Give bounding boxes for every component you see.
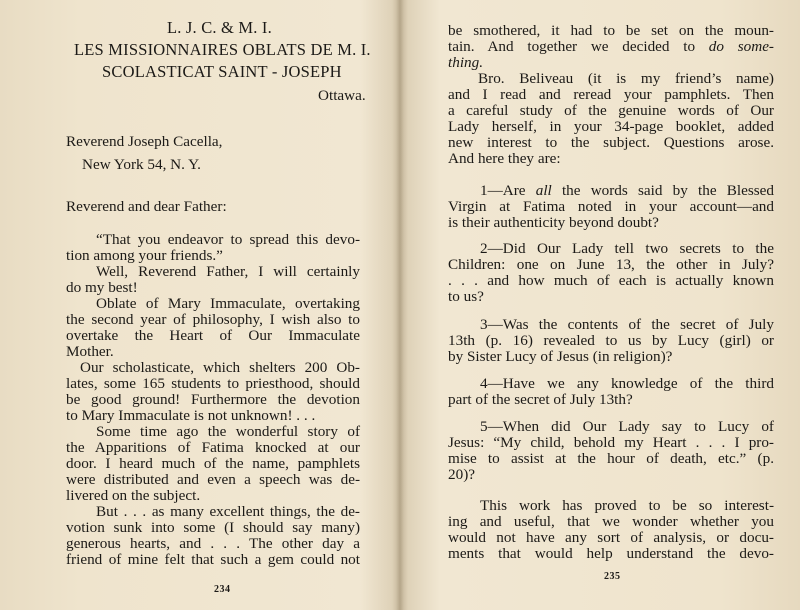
intro-line: And here they are:: [448, 150, 561, 167]
intro-line: new interest to the subject. Questions arose.: [448, 134, 774, 151]
body-line: friend of mine felt that such a gem could not: [66, 551, 360, 568]
body-line: lates, some 165 students to priesthood, should: [66, 375, 360, 392]
right-page: [400, 0, 800, 610]
body-line: overtake the Heart of Our Immaculate: [66, 327, 360, 344]
address-name: Reverend Joseph Cacella,: [66, 133, 223, 150]
question-5: 20)?: [448, 466, 475, 483]
body-line: Well, Reverend Father, I will certainly: [96, 263, 360, 280]
question-4: 4—Have we any knowledge of the third: [480, 375, 774, 392]
address-city: New York 54, N. Y.: [82, 156, 201, 173]
question-4: part of the secret of July 13th?: [448, 391, 633, 408]
body-line: the Apparitions of Fatima knocked at our: [66, 439, 360, 456]
page-number: 234: [214, 584, 231, 595]
question-1: Virgin at Fatima noted in your account—and: [448, 198, 774, 215]
question-5: Jesus: “My child, behold my Heart . . . I pro-: [448, 434, 774, 451]
letterhead-line-2: LES MISSIONNAIRES OBLATS DE M. I.: [74, 40, 371, 59]
letterhead-city: Ottawa.: [318, 87, 366, 104]
letterhead-line-1: L. J. C. & M. I.: [167, 18, 272, 37]
question-2: Children: one on June 13, the other in July?: [448, 256, 774, 273]
intro-line: a careful study of the genuine words of Our: [448, 102, 774, 119]
intro-line: thing.: [448, 54, 484, 71]
question-3: 13th (p. 16) revealed to us by Lucy (girl) or: [448, 332, 774, 349]
salutation: Reverend and dear Father:: [66, 198, 227, 215]
body-line: be good ground! Furthermore the devotion: [66, 391, 360, 408]
question-5: mise to assist at the hour of death, etc.” (p.: [448, 450, 774, 467]
body-line: But . . . as many excellent things, the de-: [96, 503, 360, 520]
body-line: Mother.: [66, 343, 114, 360]
closing-line: would not have any sort of analysis, or docu-: [448, 529, 774, 546]
body-line: to Mary Immaculate is not unknown! . . .: [66, 407, 316, 424]
question-2: 2—Did Our Lady tell two secrets to the: [480, 240, 774, 257]
question-3: by Sister Lucy of Jesus (in religion)?: [448, 348, 673, 365]
intro-line: be smothered, it had to be set on the moun-: [448, 22, 774, 39]
body-line: generous hearts, and . . . The other day a: [66, 535, 360, 552]
letterhead-line-3: SCOLASTICAT SAINT - JOSEPH: [102, 62, 342, 81]
body-line: door. I heard much of the name, pamphlets: [66, 455, 360, 472]
question-5: 5—When did Our Lady say to Lucy of: [480, 418, 774, 435]
closing-line: This work has proved to be so interest-: [480, 497, 774, 514]
question-2: . . . and how much of each is actually known: [448, 272, 774, 289]
body-line: livered on the subject.: [66, 487, 201, 504]
body-line: were distributed and even a speech was de-: [66, 471, 360, 488]
page-number: 235: [604, 571, 621, 582]
closing-line: ing and useful, that we wonder whether you: [448, 513, 774, 530]
question-3: 3—Was the contents of the secret of July: [480, 316, 774, 333]
intro-line: Bro. Beliveau (it is my friend’s name): [478, 70, 774, 87]
intro-line: Lady herself, in your 34-page booklet, added: [448, 118, 774, 135]
body-line: Oblate of Mary Immaculate, overtaking: [96, 295, 360, 312]
body-line: the second year of philosophy, I wish also to: [66, 311, 360, 328]
intro-line: tain. And together we decided to do some-: [448, 38, 774, 55]
body-line: votion sunk into some (I should say many): [66, 519, 360, 536]
body-line: do my best!: [66, 279, 138, 296]
body-line: Some time ago the wonderful story of: [96, 423, 360, 440]
question-2: to us?: [448, 288, 484, 305]
question-1: is their authenticity beyond doubt?: [448, 214, 659, 231]
body-line: Our scholasticate, which shelters 200 Ob-: [80, 359, 360, 376]
closing-line: ments that would help understand the devo-: [448, 545, 774, 562]
question-1: 1—Are all the words said by the Blessed: [480, 182, 774, 199]
body-line: “That you endeavor to spread this devo-: [96, 231, 360, 248]
body-line: tion among your friends.”: [66, 247, 223, 264]
intro-line: and I read and reread your pamphlets. Then: [448, 86, 774, 103]
